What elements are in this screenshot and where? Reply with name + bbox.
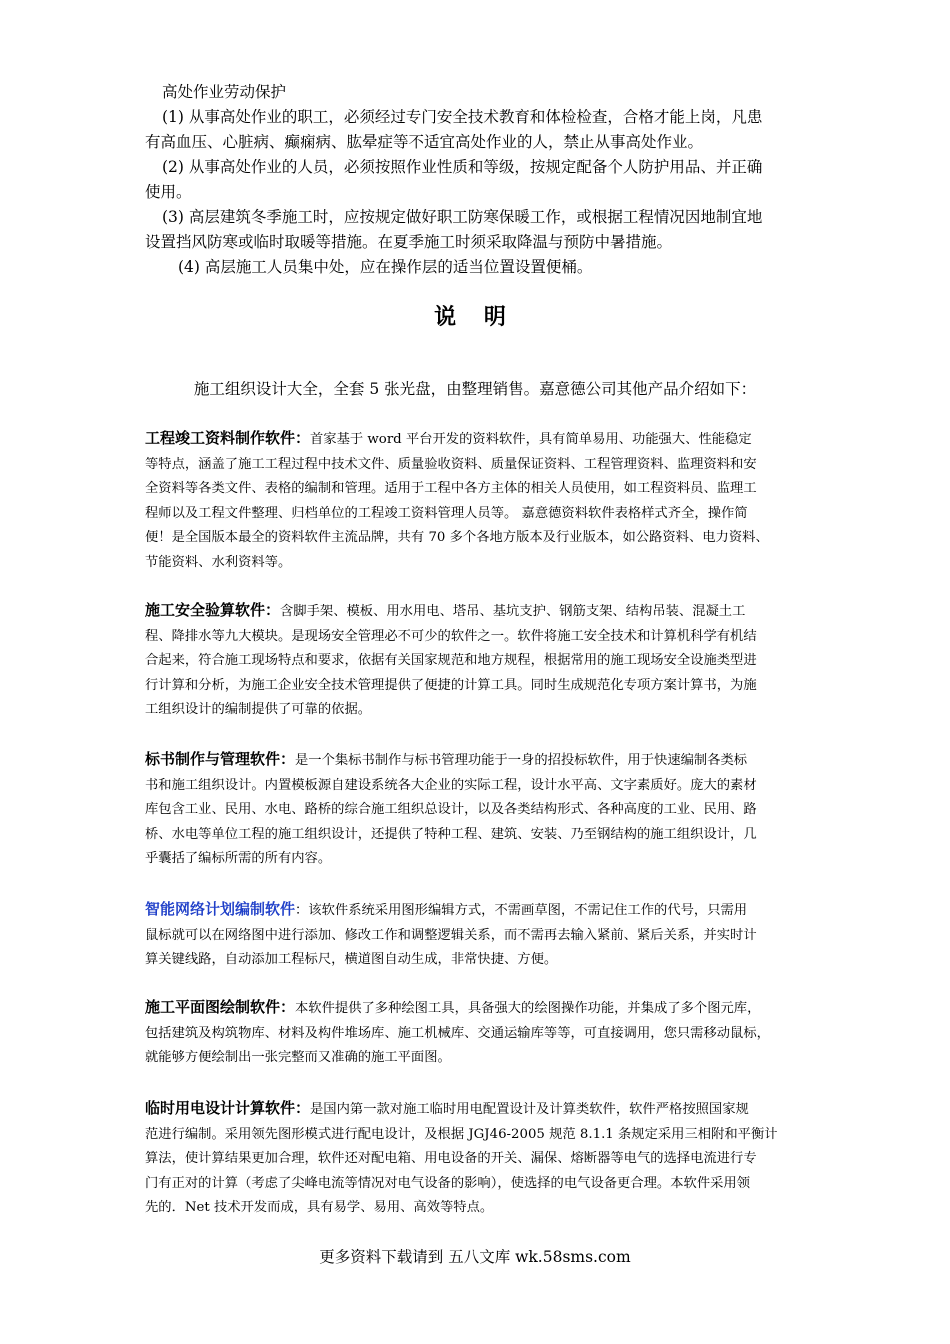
product-name-link[interactable]: 智能网络计划编制软件 [145, 900, 296, 918]
safety-heading: 高处作业劳动保护 [162, 83, 287, 101]
product-text: 范进行编制。采用领先图形模式进行配电设计，及根据 JGJ46-2005 规范 8.1.1 条规定采用三相附和平衡计 [145, 1126, 778, 1142]
product-block [145, 598, 810, 723]
product-name: 标书制作与管理软件： [145, 750, 296, 768]
product-text: 书和施工组织设计。内置模板源自建设系统各大企业的实际工程，设计水平高、文字素质好。庞大的素材 [145, 777, 757, 793]
product-text: 本软件提供了多种绘图工具，具备强大的绘图操作功能，并集成了多个图元库， [295, 1001, 761, 1016]
safety-line: 使用。 [145, 183, 192, 201]
product-text: 先的．Net 技术开发而成，具有易学、易用、高效等特点。 [145, 1200, 494, 1216]
product-text: 含脚手架、模板、用水用电、塔吊、基坑支护、钢筋支架、结构吊装、混凝土工 [280, 604, 746, 619]
safety-line: (3) 高层建筑冬季施工时，应按规定做好职工防寒保暖工作，或根据工程情况因地制宜地 [162, 208, 763, 226]
product-text: 是国内第一款对施工临时用电配置设计及计算类软件，软件严格按照国家规 [310, 1102, 749, 1117]
product-text: 工组织设计的编制提供了可靠的依据。 [145, 702, 372, 718]
page-title: 说 明 [434, 304, 516, 330]
footer-link[interactable]: 更多资料下载请到 五八文库 wk.58sms.com [319, 1248, 631, 1266]
product-name: 临时用电设计计算软件： [145, 1099, 311, 1117]
product-text: 便！是全国版本最全的资料软件主流品牌，共有 70 多个各地方版本及行业版本，如公路资料、电力资料、 [145, 530, 769, 546]
product-text: 乎囊括了编标所需的所有内容。 [145, 851, 332, 867]
product-block [145, 426, 810, 576]
safety-line: 设置挡风防寒或临时取暖等措施。在夏季施工时须采取降温与预防中暑措施。 [145, 233, 673, 251]
safety-line: (4) 高层施工人员集中处，应在操作层的适当位置设置便桶。 [178, 258, 593, 276]
product-text: 是一个集标书制作与标书管理功能于一身的招投标软件，用于快速编制各类标 [295, 753, 748, 768]
product-text: 包括建筑及构筑物库、材料及构件堆场库、施工机械库、交通运输库等等，可直接调用，您只需移动鼠标， [145, 1025, 770, 1041]
safety-line: (1) 从事高处作业的职工，必须经过专门安全技术教育和体检检查，合格才能上岗，凡患 [162, 108, 763, 126]
product-text: 桥、水电等单位工程的施工组织设计，还提供了特种工程、建筑、安装、乃至钢结构的施工组织设计，几 [145, 826, 757, 842]
safety-line: 有高血压、心脏病、癫痫病、肱晕症等不适宜高处作业的人，禁止从事高处作业。 [145, 133, 704, 151]
product-text: ：该软件系统采用图形编辑方式，不需画草图，不需记住工作的代号，只需用 [295, 903, 748, 918]
product-block [145, 897, 810, 973]
product-text: 节能资料、水利资料等。 [145, 554, 292, 570]
product-block [145, 747, 810, 872]
product-text: 算关键线路，自动添加工程标尺，横道图自动生成，非常快捷、方便。 [145, 952, 558, 968]
product-text: 全资料等各类文件、表格的编制和管理。适用于工程中各方主体的相关人员使用，如工程资料员、监理工 [145, 481, 757, 497]
product-text: 就能够方便绘制出一张完整而又准确的施工平面图。 [145, 1050, 451, 1066]
product-block [145, 995, 810, 1071]
product-text: 鼠标就可以在网络图中进行添加、修改工作和调整逻辑关系，而不需再去输入紧前、紧后关系，并实时计 [145, 927, 757, 943]
product-name: 施工平面图绘制软件： [145, 998, 296, 1016]
product-text: 算法，使计算结果更加合理，软件还对配电箱、用电设备的开关、漏保、熔断器等电气的选择电流进行专 [145, 1151, 757, 1167]
product-text: 门有正对的计算（考虑了尖峰电流等情况对电气设备的影响），使选择的电气设备更合理。本软件采用领 [145, 1175, 751, 1191]
product-text: 库包含工业、民用、水电、路桥的综合施工组织总设计，以及各类结构形式、各种高度的工业、民用、路 [145, 802, 757, 818]
product-text: 等特点，涵盖了施工工程过程中技术文件、质量验收资料、质量保证资料、工程管理资料、监理资料和安 [145, 456, 757, 472]
product-text: 首家基于 word 平台开发的资料软件，具有简单易用、功能强大、性能稳定 [310, 432, 752, 447]
safety-section [145, 80, 810, 280]
product-name: 工程竣工资料制作软件： [145, 429, 311, 447]
product-text: 行计算和分析，为施工企业安全技术管理提供了便捷的计算工具。同时生成规范化专项方案计算书，为施 [145, 677, 757, 693]
product-text: 程、降排水等九大模块。是现场安全管理必不可少的软件之一。软件将施工安全技术和计算机科学有机结 [145, 628, 757, 644]
product-text: 程师以及工程文件整理、归档单位的工程竣工资料管理人员等。 嘉意德资料软件表格样式齐全，操作简 [145, 505, 748, 521]
product-text: 合起来，符合施工现场特点和要求，依据有关国家规范和地方规程，根据常用的施工现场安全设施类型进 [145, 653, 757, 669]
safety-line: (2) 从事高处作业的人员，必须按照作业性质和等级，按规定配备个人防护用品、并正确 [162, 158, 763, 176]
product-block [145, 1096, 810, 1221]
product-name: 施工安全验算软件： [145, 601, 281, 619]
intro-paragraph: 施工组织设计大全，全套 5 张光盘，由整理销售。嘉意德公司其他产品介绍如下： [193, 380, 757, 398]
